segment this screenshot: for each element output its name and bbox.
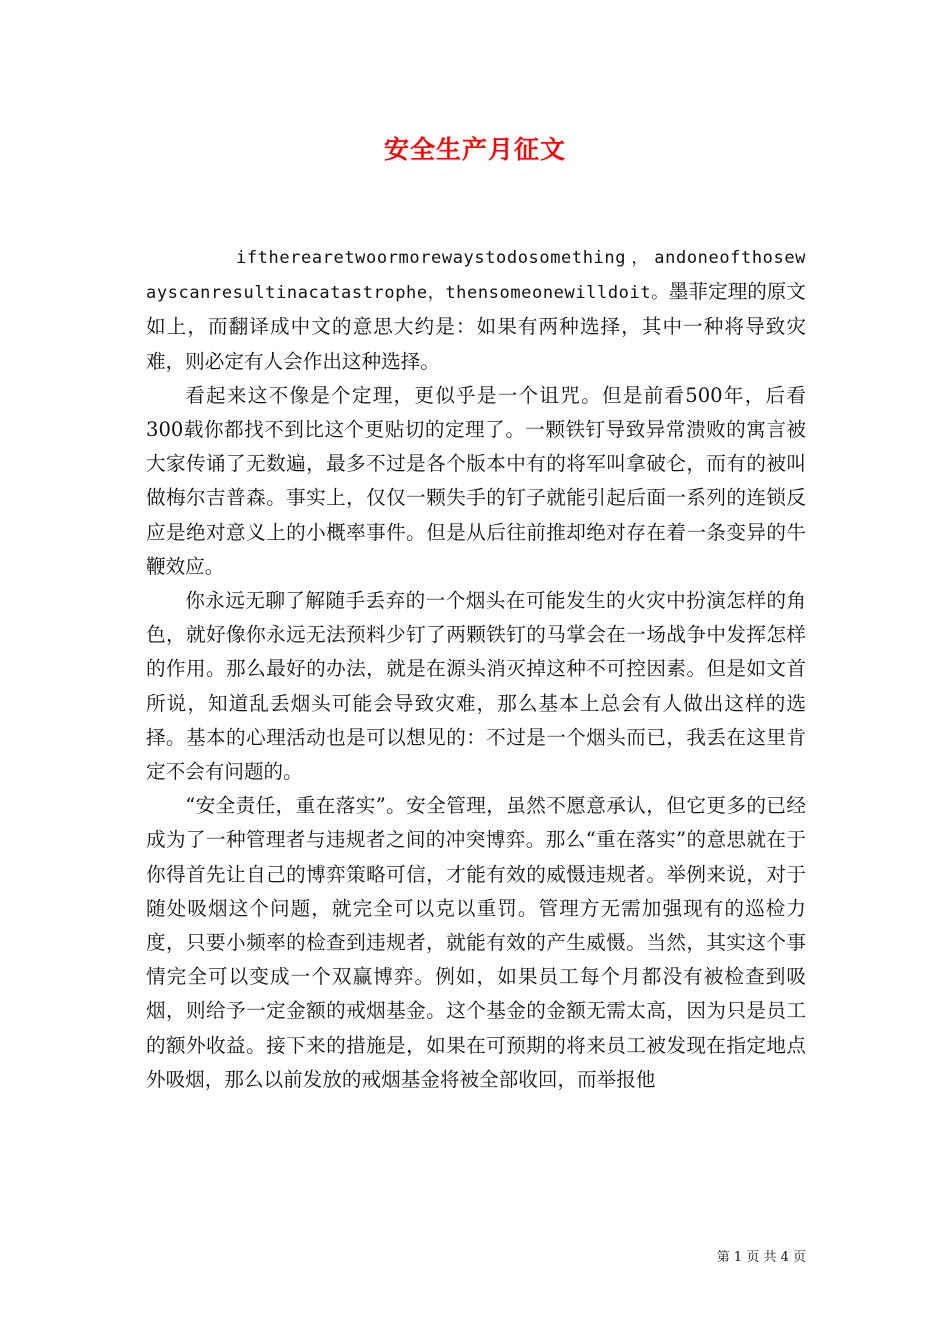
document-title: 安全生产月征文 — [383, 135, 566, 164]
paragraph-1 — [146, 240, 806, 379]
paragraph-2: 看起来这不像是个定理，更似乎是一个诅咒。但是前看500年，后看300载你都找不到比这个更贴切的定理了。一颗铁钉导致异常溃败的寓言被大家传诵了无数遍，最多不过是各个版本中有的将军叫拿破仑，而有的被叫做梅尔吉普森。事实上，仅仅一颗失手的钉子就能引起后面一系列的连锁反应是绝对意义上的小概率事件。但是从后往前推却绝对存在着一条变异的牛鞭效应。 — [146, 383, 806, 578]
paragraph-1-latin: iftherearetwoormorewaystodosomething，andoneofthosewayscanresultinacatastrophe，thensomeonewilldoit。 — [146, 248, 806, 304]
paragraph-4: “安全责任，重在落实”。安全管理，虽然不愿意承认，但它更多的已经成为了一种管理者与违规者之间的冲突博弈。那么“重在落实”的意思就在于你得首先让自己的博弈策略可信，才能有效的威慑违规者。举例来说，对于随处吸烟这个问题，就完全可以克以重罚。管理方无需加强现有的巡检力度，只要小频率的检查到违规者，就能有效的产生威慑。当然，其实这个事情完全可以变成一个双赢博弈。例如，如果员工每个月都没有被检查到吸烟，则给予一定金额的戒烟基金。这个基金的金额无需太高，因为只是员工的额外收益。接下来的措施是，如果在可预期的将来员工被发现在指定地点外吸烟，那么以前发放的戒烟基金将被全部收回，而举报他 — [146, 794, 806, 1091]
page-number-footer: 第 1 页 共 4 页 — [716, 1250, 806, 1265]
paragraph-1-chinese: 墨菲定理的原文如上，而翻译成中文的意思大约是：如果有两种选择，其中一种将导致灾难，则必定有人会作出这种选择。 — [146, 280, 806, 373]
paragraph-3: 你永远无聊了解随手丢弃的一个烟头在可能发生的火灾中扮演怎样的角色，就好像你永远无法预料少钉了两颗铁钉的马掌会在一场战争中发挥怎样的作用。那么最好的办法，就是在源头消灭掉这种不可控因素。但是如文首所说，知道乱丢烟头可能会导致灾难，那么基本上总会有人做出这样的选择。基本的心理活动也是可以想见的：不过是一个烟头而已，我丢在这里肯定不会有问题的。 — [146, 589, 806, 784]
document-body — [146, 240, 806, 1097]
